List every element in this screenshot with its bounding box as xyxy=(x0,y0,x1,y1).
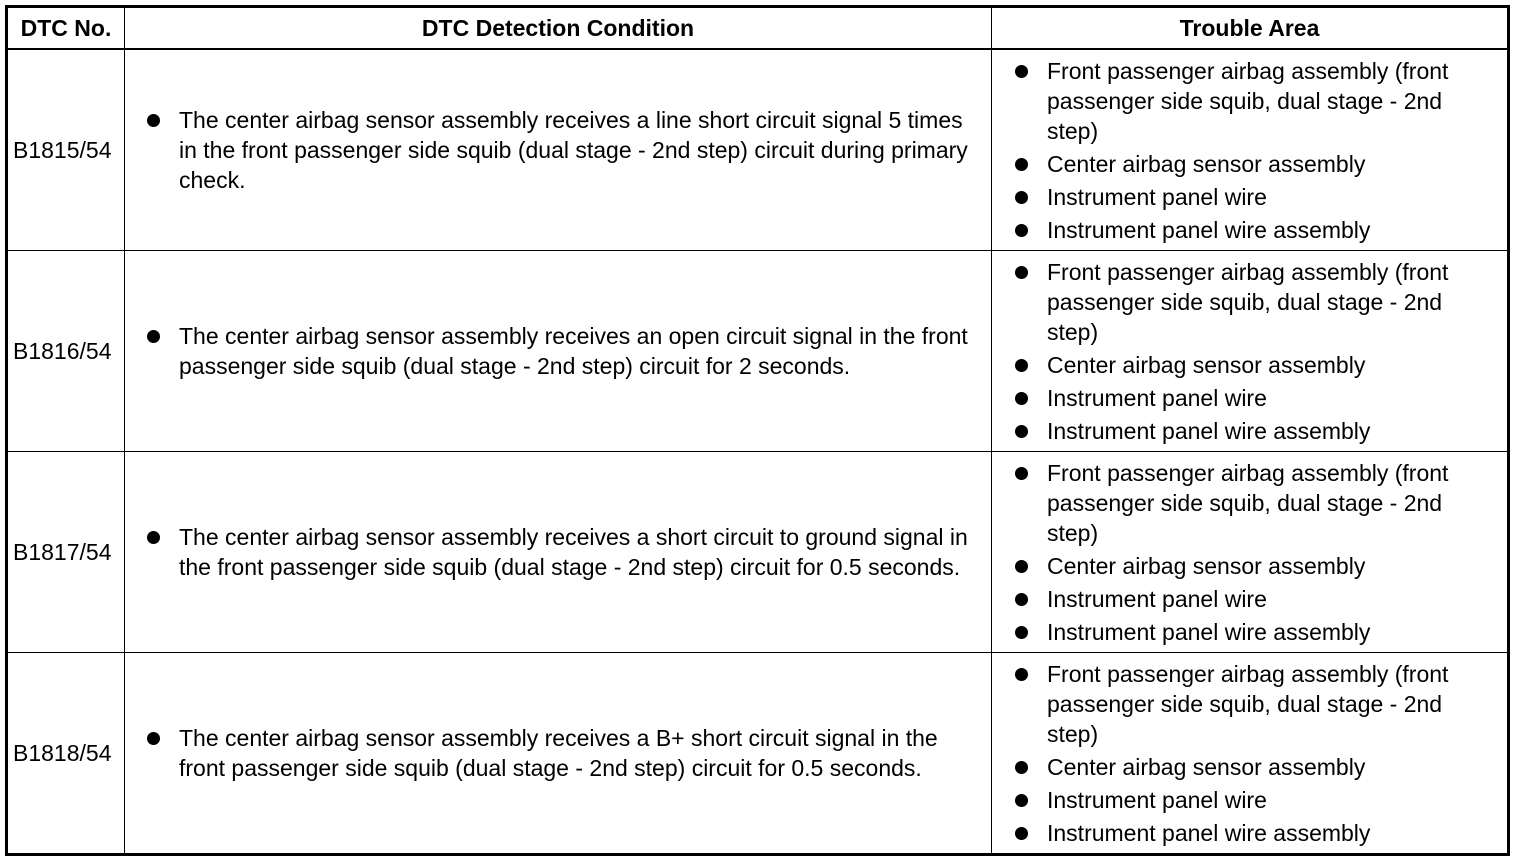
trouble-area-cell xyxy=(992,251,1509,452)
trouble-area-text: Instrument panel wire xyxy=(1047,183,1267,210)
trouble-area-cell xyxy=(992,452,1509,653)
dtc-code: B1815/54 xyxy=(7,49,125,251)
header-dtc-no: DTC No. xyxy=(7,7,125,50)
trouble-area-text: Instrument panel wire assembly xyxy=(1047,819,1371,846)
trouble-area-item xyxy=(992,257,1507,347)
bullet-icon xyxy=(1015,266,1028,279)
trouble-area-text: Center airbag sensor assembly xyxy=(1047,351,1366,378)
trouble-area-text: Center airbag sensor assembly xyxy=(1047,552,1366,579)
trouble-area-item xyxy=(992,659,1507,749)
condition-text: The center airbag sensor assembly receives an open circuit signal in the front passenger side squib (dual stage - 2nd step) circuit for 2 seconds. xyxy=(179,323,968,379)
trouble-area-text: Instrument panel wire assembly xyxy=(1047,417,1371,444)
bullet-icon xyxy=(1015,593,1028,606)
bullet-icon xyxy=(1015,224,1028,237)
trouble-area-item xyxy=(992,182,1507,212)
trouble-area-text: Instrument panel wire assembly xyxy=(1047,216,1371,243)
condition-item xyxy=(125,105,991,195)
bullet-icon xyxy=(1015,65,1028,78)
dtc-code: B1817/54 xyxy=(7,452,125,653)
bullet-icon xyxy=(147,114,160,127)
bullet-icon xyxy=(1015,560,1028,573)
trouble-area-item xyxy=(992,584,1507,614)
trouble-area-text: Front passenger airbag assembly (front passenger side squib, dual stage - 2nd step) xyxy=(1047,57,1449,144)
trouble-area-text: Front passenger airbag assembly (front passenger side squib, dual stage - 2nd step) xyxy=(1047,660,1449,747)
trouble-area-item xyxy=(992,383,1507,413)
trouble-area-item xyxy=(992,818,1507,848)
table-row xyxy=(7,49,1509,251)
condition-item xyxy=(125,522,991,582)
detection-condition-cell xyxy=(125,49,992,251)
trouble-area-item xyxy=(992,215,1507,245)
dtc-code: B1818/54 xyxy=(7,653,125,855)
bullet-icon xyxy=(1015,359,1028,372)
trouble-area-text: Instrument panel wire xyxy=(1047,384,1267,411)
trouble-area-item xyxy=(992,458,1507,548)
trouble-area-item xyxy=(992,785,1507,815)
condition-text: The center airbag sensor assembly receives a line short circuit signal 5 times in the front passenger side squib (dual stage - 2nd step) circuit during primary check. xyxy=(179,107,968,193)
condition-item xyxy=(125,723,991,783)
bullet-icon xyxy=(1015,191,1028,204)
trouble-area-text: Instrument panel wire xyxy=(1047,786,1267,813)
trouble-area-item xyxy=(992,752,1507,782)
bullet-icon xyxy=(1015,392,1028,405)
dtc-table xyxy=(5,5,1510,856)
trouble-area-item xyxy=(992,350,1507,380)
detection-condition-cell xyxy=(125,452,992,653)
bullet-icon xyxy=(1015,827,1028,840)
trouble-area-cell xyxy=(992,49,1509,251)
header-trouble-area: Trouble Area xyxy=(992,7,1509,50)
trouble-area-text: Instrument panel wire xyxy=(1047,585,1267,612)
table-row xyxy=(7,452,1509,653)
bullet-icon xyxy=(1015,794,1028,807)
trouble-area-text: Instrument panel wire assembly xyxy=(1047,618,1371,645)
bullet-icon xyxy=(1015,425,1028,438)
detection-condition-cell xyxy=(125,653,992,855)
trouble-area-item xyxy=(992,617,1507,647)
bullet-icon xyxy=(147,531,160,544)
header-row xyxy=(7,7,1509,50)
table-row xyxy=(7,653,1509,855)
trouble-area-cell xyxy=(992,653,1509,855)
bullet-icon xyxy=(1015,626,1028,639)
bullet-icon xyxy=(147,330,160,343)
detection-condition-cell xyxy=(125,251,992,452)
trouble-area-text: Front passenger airbag assembly (front passenger side squib, dual stage - 2nd step) xyxy=(1047,459,1449,546)
table-row xyxy=(7,251,1509,452)
bullet-icon xyxy=(1015,668,1028,681)
trouble-area-item xyxy=(992,149,1507,179)
trouble-area-text: Center airbag sensor assembly xyxy=(1047,150,1366,177)
trouble-area-item xyxy=(992,416,1507,446)
bullet-icon xyxy=(1015,761,1028,774)
trouble-area-item xyxy=(992,551,1507,581)
condition-text: The center airbag sensor assembly receives a short circuit to ground signal in the front passenger side squib (dual stage - 2nd step) circuit for 0.5 seconds. xyxy=(179,524,968,580)
trouble-area-text: Center airbag sensor assembly xyxy=(1047,753,1366,780)
dtc-code: B1816/54 xyxy=(7,251,125,452)
condition-text: The center airbag sensor assembly receives a B+ short circuit signal in the front passenger side squib (dual stage - 2nd step) circuit for 0.5 seconds. xyxy=(179,725,938,781)
trouble-area-item xyxy=(992,56,1507,146)
trouble-area-text: Front passenger airbag assembly (front passenger side squib, dual stage - 2nd step) xyxy=(1047,258,1449,345)
condition-item xyxy=(125,321,991,381)
header-detection-condition: DTC Detection Condition xyxy=(125,7,992,50)
bullet-icon xyxy=(1015,158,1028,171)
bullet-icon xyxy=(147,732,160,745)
bullet-icon xyxy=(1015,467,1028,480)
